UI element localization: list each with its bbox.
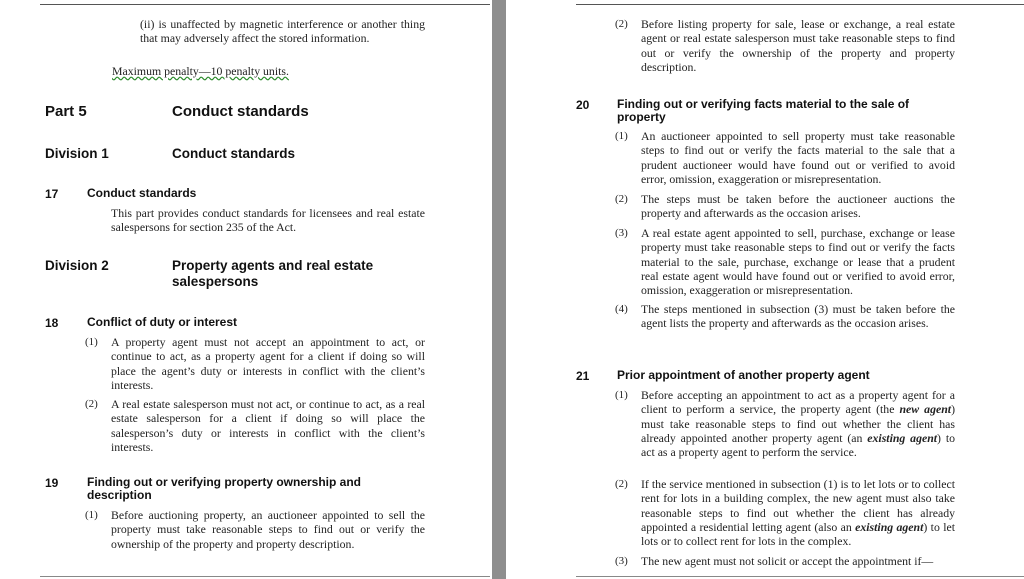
subsection-text: A real estate agent appointed to sell, purchase, exchange or lease property must take reasonable steps to find out or verify the facts material to the sale, purchase, exchange or lease that a prudent real estate agent would have found out or verified to avoid error, omission, exaggeration or misrepresentation.: [641, 226, 955, 298]
section-20-title: Finding out or verifying facts material to the sale of property: [617, 97, 910, 124]
right-page: [506, 0, 1024, 579]
subsection-text: An auctioneer appointed to sell property must take reasonable steps to find out or verify the facts material to the sale that a prudent auctioneer would have found out or verified to avoid error, omission, exaggeration or misrepresentation.: [641, 129, 955, 186]
division2-title: Property agents and real estate salespersons: [172, 258, 374, 289]
subsection-text: Before auctioning property, an auctioneer appointed to sell the property must take reasonable steps to find out or verify the ownership of the property and property description.: [111, 508, 425, 551]
subsection-number: (1): [615, 130, 628, 142]
penalty-text: Maximum penalty—10 penalty units.: [112, 64, 289, 78]
section-18-title: Conflict of duty or interest: [87, 315, 237, 329]
section-18-number: 18: [45, 316, 59, 330]
section-17-number: 17: [45, 187, 59, 201]
subsection-text: A real estate salesperson must not act, or continue to act, as a real estate salesperson for a client if doing so will place the salesperson’s duty or interests in conflict with the client’s interests.: [111, 397, 425, 454]
subsection-text: Before listing property for sale, lease or exchange, a real estate agent or real estate salesperson must take reasonable steps to find out or verify the ownership of the property and property description.: [641, 17, 955, 74]
subsection-number: (3): [615, 227, 628, 239]
section-19-title: Finding out or verifying property ownership and description: [87, 475, 362, 502]
part-label: Part 5: [45, 103, 87, 120]
section-19-number: 19: [45, 476, 59, 490]
subsection-text: The steps mentioned in subsection (3) must be taken before the agent lists the property and afterwards as the occasion arises.: [641, 302, 955, 331]
part-title: Conduct standards: [172, 103, 309, 120]
subsection-text: A property agent must not accept an appointment to act, or continue to act, as a property agent for a client if doing so will place the agent’s duty or interests in conflict with the client’s interests.: [111, 335, 425, 392]
subsection-number: (1): [85, 336, 98, 348]
section-17-text: This part provides conduct standards for licensees and real estate salespersons for section 235 of the Act.: [111, 206, 425, 235]
left-page: [0, 0, 492, 579]
subsection-number: (2): [615, 193, 628, 205]
division1-label: Division 1: [45, 146, 109, 161]
section-20-number: 20: [576, 98, 590, 112]
section-fragment-ii: (ii) is unaffected by magnetic interference or another thing that may adversely affect the stored information.: [140, 17, 425, 46]
header-rule: [40, 4, 490, 5]
subsection-number: (1): [615, 389, 628, 401]
section-21-number: 21: [576, 369, 590, 383]
footer-rule: [40, 576, 490, 577]
subsection-text: The new agent must not solicit or accept the appointment if—: [641, 554, 934, 568]
header-rule: [576, 4, 1024, 5]
subsection-text: If the service mentioned in subsection (1) is to let lots or to collect rent for lots in a building complex, the new agent must also take reasonable steps to find out whether the client has already appointed a residential letting agent (also an existing agent) to let lots or to collect rent for lots in the complex.: [641, 477, 955, 549]
subsection-number: (2): [615, 478, 628, 490]
footer-rule: [576, 576, 1024, 577]
subsection-number: (2): [615, 18, 628, 30]
section-21-title: Prior appointment of another property agent: [617, 368, 870, 382]
section-17-title: Conduct standards: [87, 186, 197, 200]
division2-label: Division 2: [45, 258, 109, 273]
defined-term-existing-agent: existing agent: [867, 430, 938, 445]
defined-term-existing-agent: existing agent: [855, 519, 924, 534]
subsection-number: (4): [615, 303, 628, 315]
subsection-number: (1): [85, 509, 98, 521]
subsection-text: The steps must be taken before the auctioneer auctions the property and afterwards as the occasion arises.: [641, 192, 955, 221]
division1-title: Conduct standards: [172, 146, 296, 161]
subsection-number: (3): [615, 555, 628, 567]
subsection-number: (2): [85, 398, 98, 410]
subsection-text: Before accepting an appointment to act as a property agent for a client to perform a service, the property agent (the new agent) must take reasonable steps to find out whether the client has already appointed another property agent (an existing agent) to act as a property agent to perform the service.: [641, 388, 956, 460]
defined-term-new-agent: new agent: [899, 402, 952, 417]
page-gutter: [492, 0, 506, 579]
